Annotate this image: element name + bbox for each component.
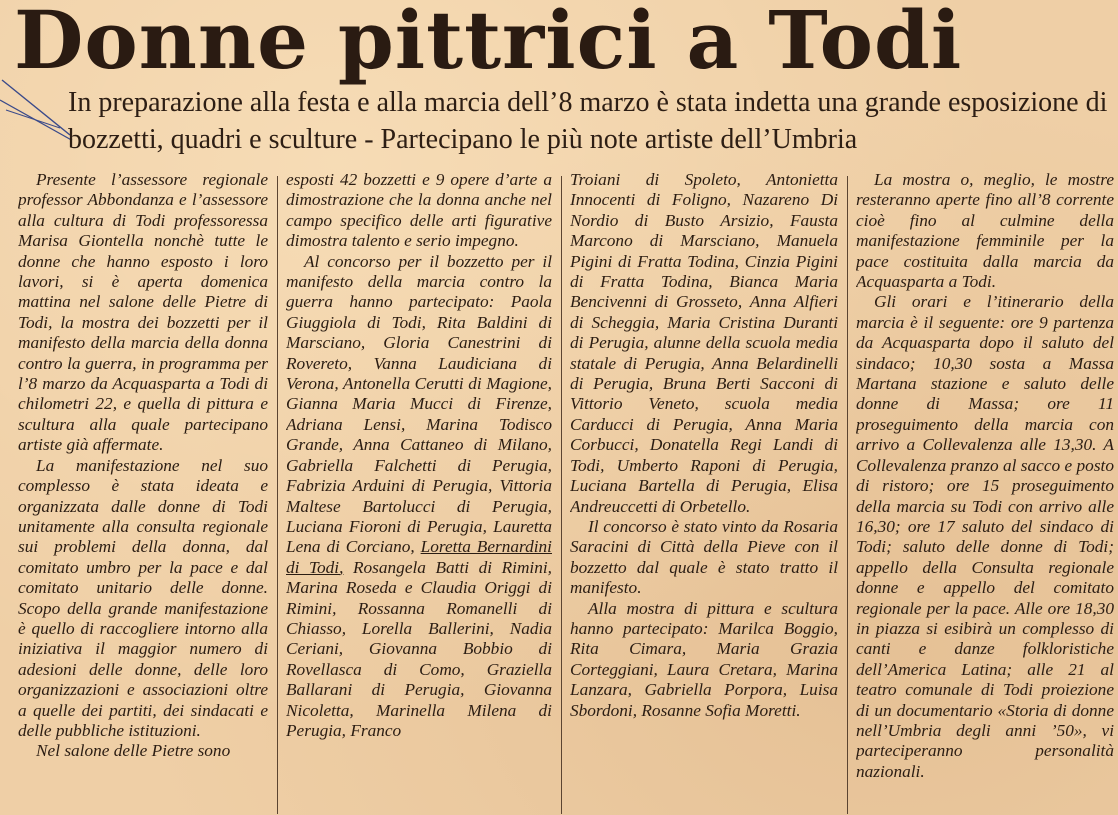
column-2	[286, 170, 552, 815]
paragraph: La manifestazione nel suo complesso è stata ideata e organizzata dalle donne di Todi unitamente alla consulta regionale sui problemi della donna, dal comitato umbro per la pace e dal comitato unitario delle donne. Scopo della grande manifestazione è quello di raccogliere intorno alla iniziativa il maggior numero di adesioni delle donne, delle loro organizzazioni e associazioni oltre a quelle dei partiti, dei sindacati e delle pubbliche istituzioni.	[18, 455, 268, 740]
paragraph: Presente l’assessore regionale professor Abbondanza e l’assessore alla cultura di Todi professoressa Marisa Giontella nonchè tutte le donne che hanno esposto i loro lavori, si è aperta domenica mattina nel salone delle Pietre di Todi, la mostra dei bozzetti per il manifesto della marcia della donna contro la guerra, in programma per l’8 marzo da Acquasparta a Todi di chilometri 22, e quella di pittura e scultura alla quale partecipano artiste già affermate.	[18, 170, 268, 455]
participants-list-part: Al concorso per il bozzetto per il manifesto della marcia contro la guerra hanno partecipato: Paola Giuggiola di Todi, Rita Baldini di Marsciano, Gloria Canestrini di Rovereto, Vanna Laudiciana di Verona, Antonella Cerutti di Magione, Gianna Maria Mucci di Firenze, Adriana Lensi, Marina Todisco Grande, Anna Cattaneo di Milano, Gabriella Falchetti di Perugia, Fabrizia Arduini di Perugia, Vittoria Maltese Bartolucci di Perugia, Luciana Fioroni di Perugia, Lauretta Lena di Corciano,	[286, 251, 552, 557]
paragraph: Troiani di Spoleto, Antonietta Innocenti di Foligno, Nazareno Di Nordio di Busto Arsizio, Fausta Marcono di Marsciano, Manuela Pigini di Fratta Todina, Cinzia Pigini di Fratta Todina, Bianca Maria Bencivenni di Grosseto, Anna Alfieri di Scheggia, Maria Cristina Duranti di Perugia, alunne della scuola media statale di Perugia, Anna Belardinelli di Perugia, Bruna Berti Sacconi di Vittorio Veneto, scuola media Carducci di Perugia, Anna Maria Corbucci, Donatella Regi Landi di Todi, Umberto Raponi di Perugia, Luciana Bartella di Perugia, Elisa Andreuccetti di Orbetello.	[570, 170, 838, 516]
article-body	[18, 170, 1116, 815]
paragraph: Gli orari e l’itinerario della marcia è il seguente: ore 9 partenza da Acquasparta dopo il saluto del sindaco; 10,30 sosta a Massa Martana stazione e saluto delle donne di Massa; ore 11 proseguimento della marcia con arrivo a Collevalenza alle 13,30. A Collevalenza pranzo al sacco e posto di ristoro; ore 15 proseguimento della marcia su Todi con arrivo alle 16,30; ore 17 saluto del sindaco di Todi; saluto delle donne di Todi; appello della Consulta regionale donne e appello del comitato regionale per la pace. Alle ore 18,30 in piazza si esibirà un complesso di canti e danze folkloristiche dell’America Latina; alle 21 al teatro comunale di Todi proiezione di un documentario «Storia di donne nell’Umbria degli anni ’50», vi parteciperanno personalità nazionali.	[856, 292, 1114, 781]
column-divider	[561, 176, 562, 814]
paragraph: La mostra o, meglio, le mostre resteranno aperte fino all’8 corrente cioè fino al culmine della manifestazione femminile per la pace costituita dalla marcia da Acquasparta a Todi.	[856, 170, 1114, 292]
paragraph	[286, 252, 552, 742]
column-divider	[277, 176, 278, 814]
paragraph: Alla mostra di pittura e scultura hanno partecipato: Marilca Boggio, Rita Cimara, Maria Grazia Corteggiani, Laura Cretara, Marina Lanzara, Gabriella Porpora, Luisa Sbordoni, Rosanne Sofia Moretti.	[570, 598, 838, 720]
column-3	[570, 170, 838, 815]
subheadline: In preparazione alla festa e alla marcia dell’8 marzo è stata indetta una grande esposizione di bozzetti, quadri e sculture - Partecipano le più note artiste dell’Umbria	[68, 87, 1108, 155]
participants-list-part: Rosangela Batti di Rimini, Marina Roseda e Claudia Origgi di Rimini, Rossanna Romanelli di Chiasso, Lorella Ballerini, Nadia Ceriani, Giovanna Bobbio di Rovellasca di Como, Graziella Ballarani di Perugia, Giovanna Nicoletta, Marinella Milena di Perugia, Franco	[286, 557, 552, 740]
column-4	[856, 170, 1114, 815]
column-1	[18, 170, 268, 815]
underlined-name: Loretta Bernardini di Todi,	[286, 537, 552, 577]
column-divider	[847, 176, 848, 814]
headline: Donne pittrici a Todi	[14, 0, 963, 87]
paragraph: esposti 42 bozzetti e 9 opere d’arte a dimostrazione che la donna anche nel campo specifico delle arti figurative dimostra talento e serio impegno.	[286, 170, 552, 251]
paragraph: Il concorso è stato vinto da Rosaria Saracini di Città della Pieve con il bozzetto dal quale è stato tratto il manifesto.	[570, 516, 838, 598]
paragraph: Nel salone delle Pietre sono	[36, 741, 231, 761]
